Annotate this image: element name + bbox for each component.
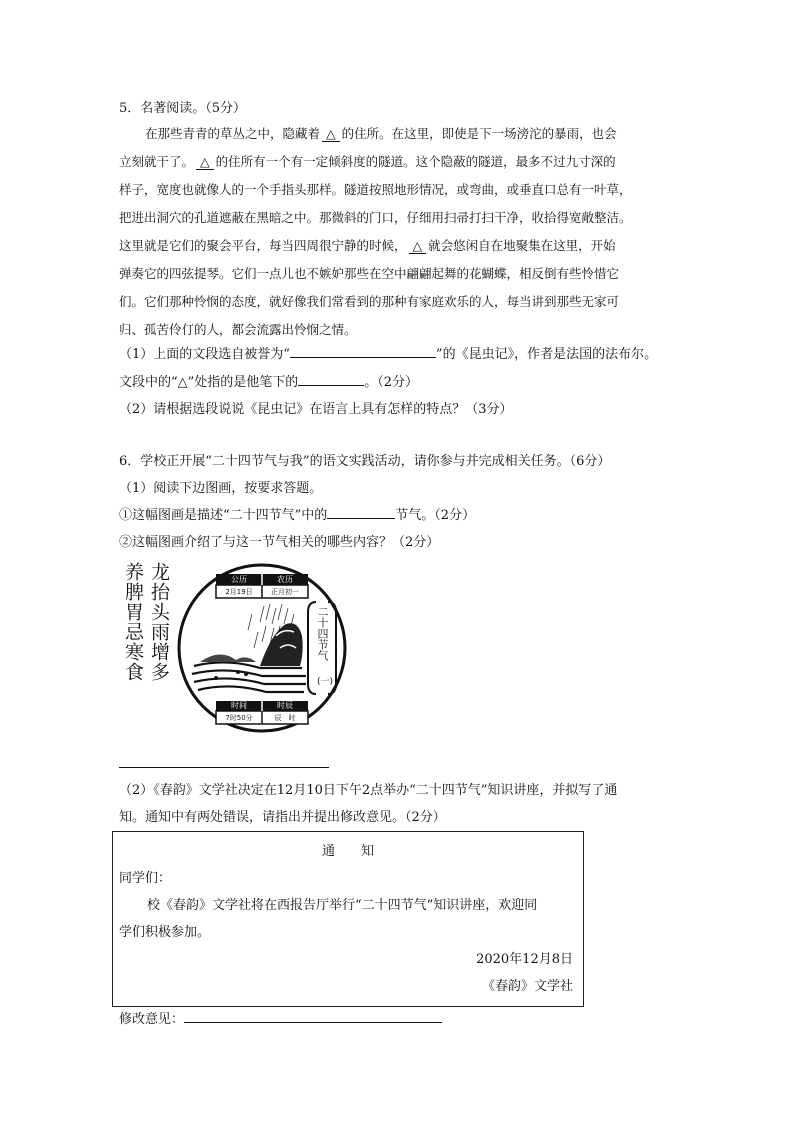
q6-sub2-line1: （2）《春韵》文学社决定在12月10日下午2点举办“二十四节气”知识讲座，并拟写了通 — [119, 783, 618, 798]
notice-title: 通 知 — [321, 844, 374, 859]
notice-date: 2020年12月8日 — [476, 952, 573, 967]
stamp-header-shichen: 时辰 — [277, 701, 293, 710]
passage-line: 弹奏它的四弦提琴。它们一点儿也不嫉妒那些在空中翩翩起舞的花蝴蝶，相反倒有些怜惜它 — [119, 266, 620, 281]
stamp-header-time: 时间 — [231, 701, 247, 710]
q6-item1: ①这幅图画是描述“二十四节气”中的 节气。（2分） — [119, 504, 475, 523]
stamp-header-gregorian: 公历 — [231, 575, 247, 584]
poem-left-column: 养脾胃忌寒食 — [122, 562, 144, 682]
passage-line: 这里就是它们的聚会平台，每当四周很宁静的时候， △ 就会悠闲自在地聚集在这里，开始 — [119, 238, 616, 253]
q6-item2: ②这幅图画介绍了与这一节气相关的哪些内容？（2分） — [119, 535, 440, 550]
revise-line: 修改意见： — [119, 1008, 442, 1027]
stamp-date-lunar: 正月初一 — [271, 588, 299, 596]
q5-sub2: （2）请根据选段说说《昆虫记》在语言上具有怎样的特点？（3分） — [119, 402, 513, 417]
q6-sub2-line2: 知。通知中有两处错误，请指出并提出修改意见。（2分） — [119, 810, 446, 825]
notice-box — [112, 831, 584, 1007]
stamp-side-number: (一) — [317, 677, 334, 687]
solar-term-stamp — [176, 562, 348, 734]
triangle-blank: △ — [409, 238, 427, 254]
stamp-time-value: 7时50分 — [225, 714, 253, 722]
answer-blank[interactable] — [327, 504, 395, 519]
footnote-separator — [119, 767, 329, 768]
passage-line: 样子，宽度也就像人的一个手指头那样。隧道按照地形情况，或弯曲，或垂直口总有一叶草， — [119, 182, 632, 197]
q5-sub1-cont: 文段中的“△”处指的是他笔下的 。（2分） — [119, 371, 418, 390]
notice-signer: 《春韵》文学社 — [481, 979, 573, 994]
passage-line: 们。它们那种怜悯的态度，就好像我们常看到的那种有家庭欢乐的人，每当讲到那些无家可 — [119, 294, 620, 309]
passage-line: 把进出洞穴的孔道遮蔽在黑暗之中。那微斜的门口，仔细用扫帚打扫干净，收拾得宽敞整洁。 — [119, 210, 632, 225]
q5-title: 5．名著阅读。（5分） — [119, 101, 247, 116]
stamp-header-lunar: 农历 — [277, 575, 293, 584]
stamp-shichen-value: 辰 时 — [274, 714, 296, 722]
notice-greeting: 同学们： — [119, 871, 172, 886]
poem-right-column: 龙抬头雨增多 — [148, 562, 170, 682]
revise-answer-blank[interactable] — [184, 1008, 442, 1023]
triangle-blank: △ — [322, 126, 340, 142]
answer-blank[interactable] — [298, 371, 364, 386]
passage-line: 立刻就干了。 △ 的住所有一个有一定倾斜度的隧道。这个隐蔽的隧道，最多不过九寸深的 — [119, 154, 616, 169]
q6-sub1: （1）阅读下边图画，按要求答题。 — [119, 481, 323, 496]
q5-sub1: （1）上面的文段选自被誉为“ ”的《昆虫记》，作者是法国的法布尔。 — [119, 343, 657, 362]
stamp-side-label: 二十四节气 — [316, 606, 329, 661]
triangle-blank: △ — [196, 154, 214, 170]
passage-line: 在那些青青的草丛之中，隐藏着 △ 的住所。在这里，即使是下一场滂沱的暴雨，也会 — [145, 126, 617, 141]
q6-title: 6．学校正开展“二十四节气与我”的语文实践活动，请你参与并完成相关任务。（6分） — [119, 454, 611, 469]
notice-body-line2: 学们积极参加。 — [119, 925, 211, 940]
passage-line: 归、孤苦伶仃的人，都会流露出怜悯之情。 — [119, 322, 357, 337]
answer-blank[interactable] — [290, 343, 436, 358]
notice-body-line1: 校《春韵》文学社将在西报告厅举行“二十四节气”知识讲座，欢迎同 — [147, 898, 538, 913]
stamp-date-gregorian: 2月19日 — [225, 588, 253, 596]
